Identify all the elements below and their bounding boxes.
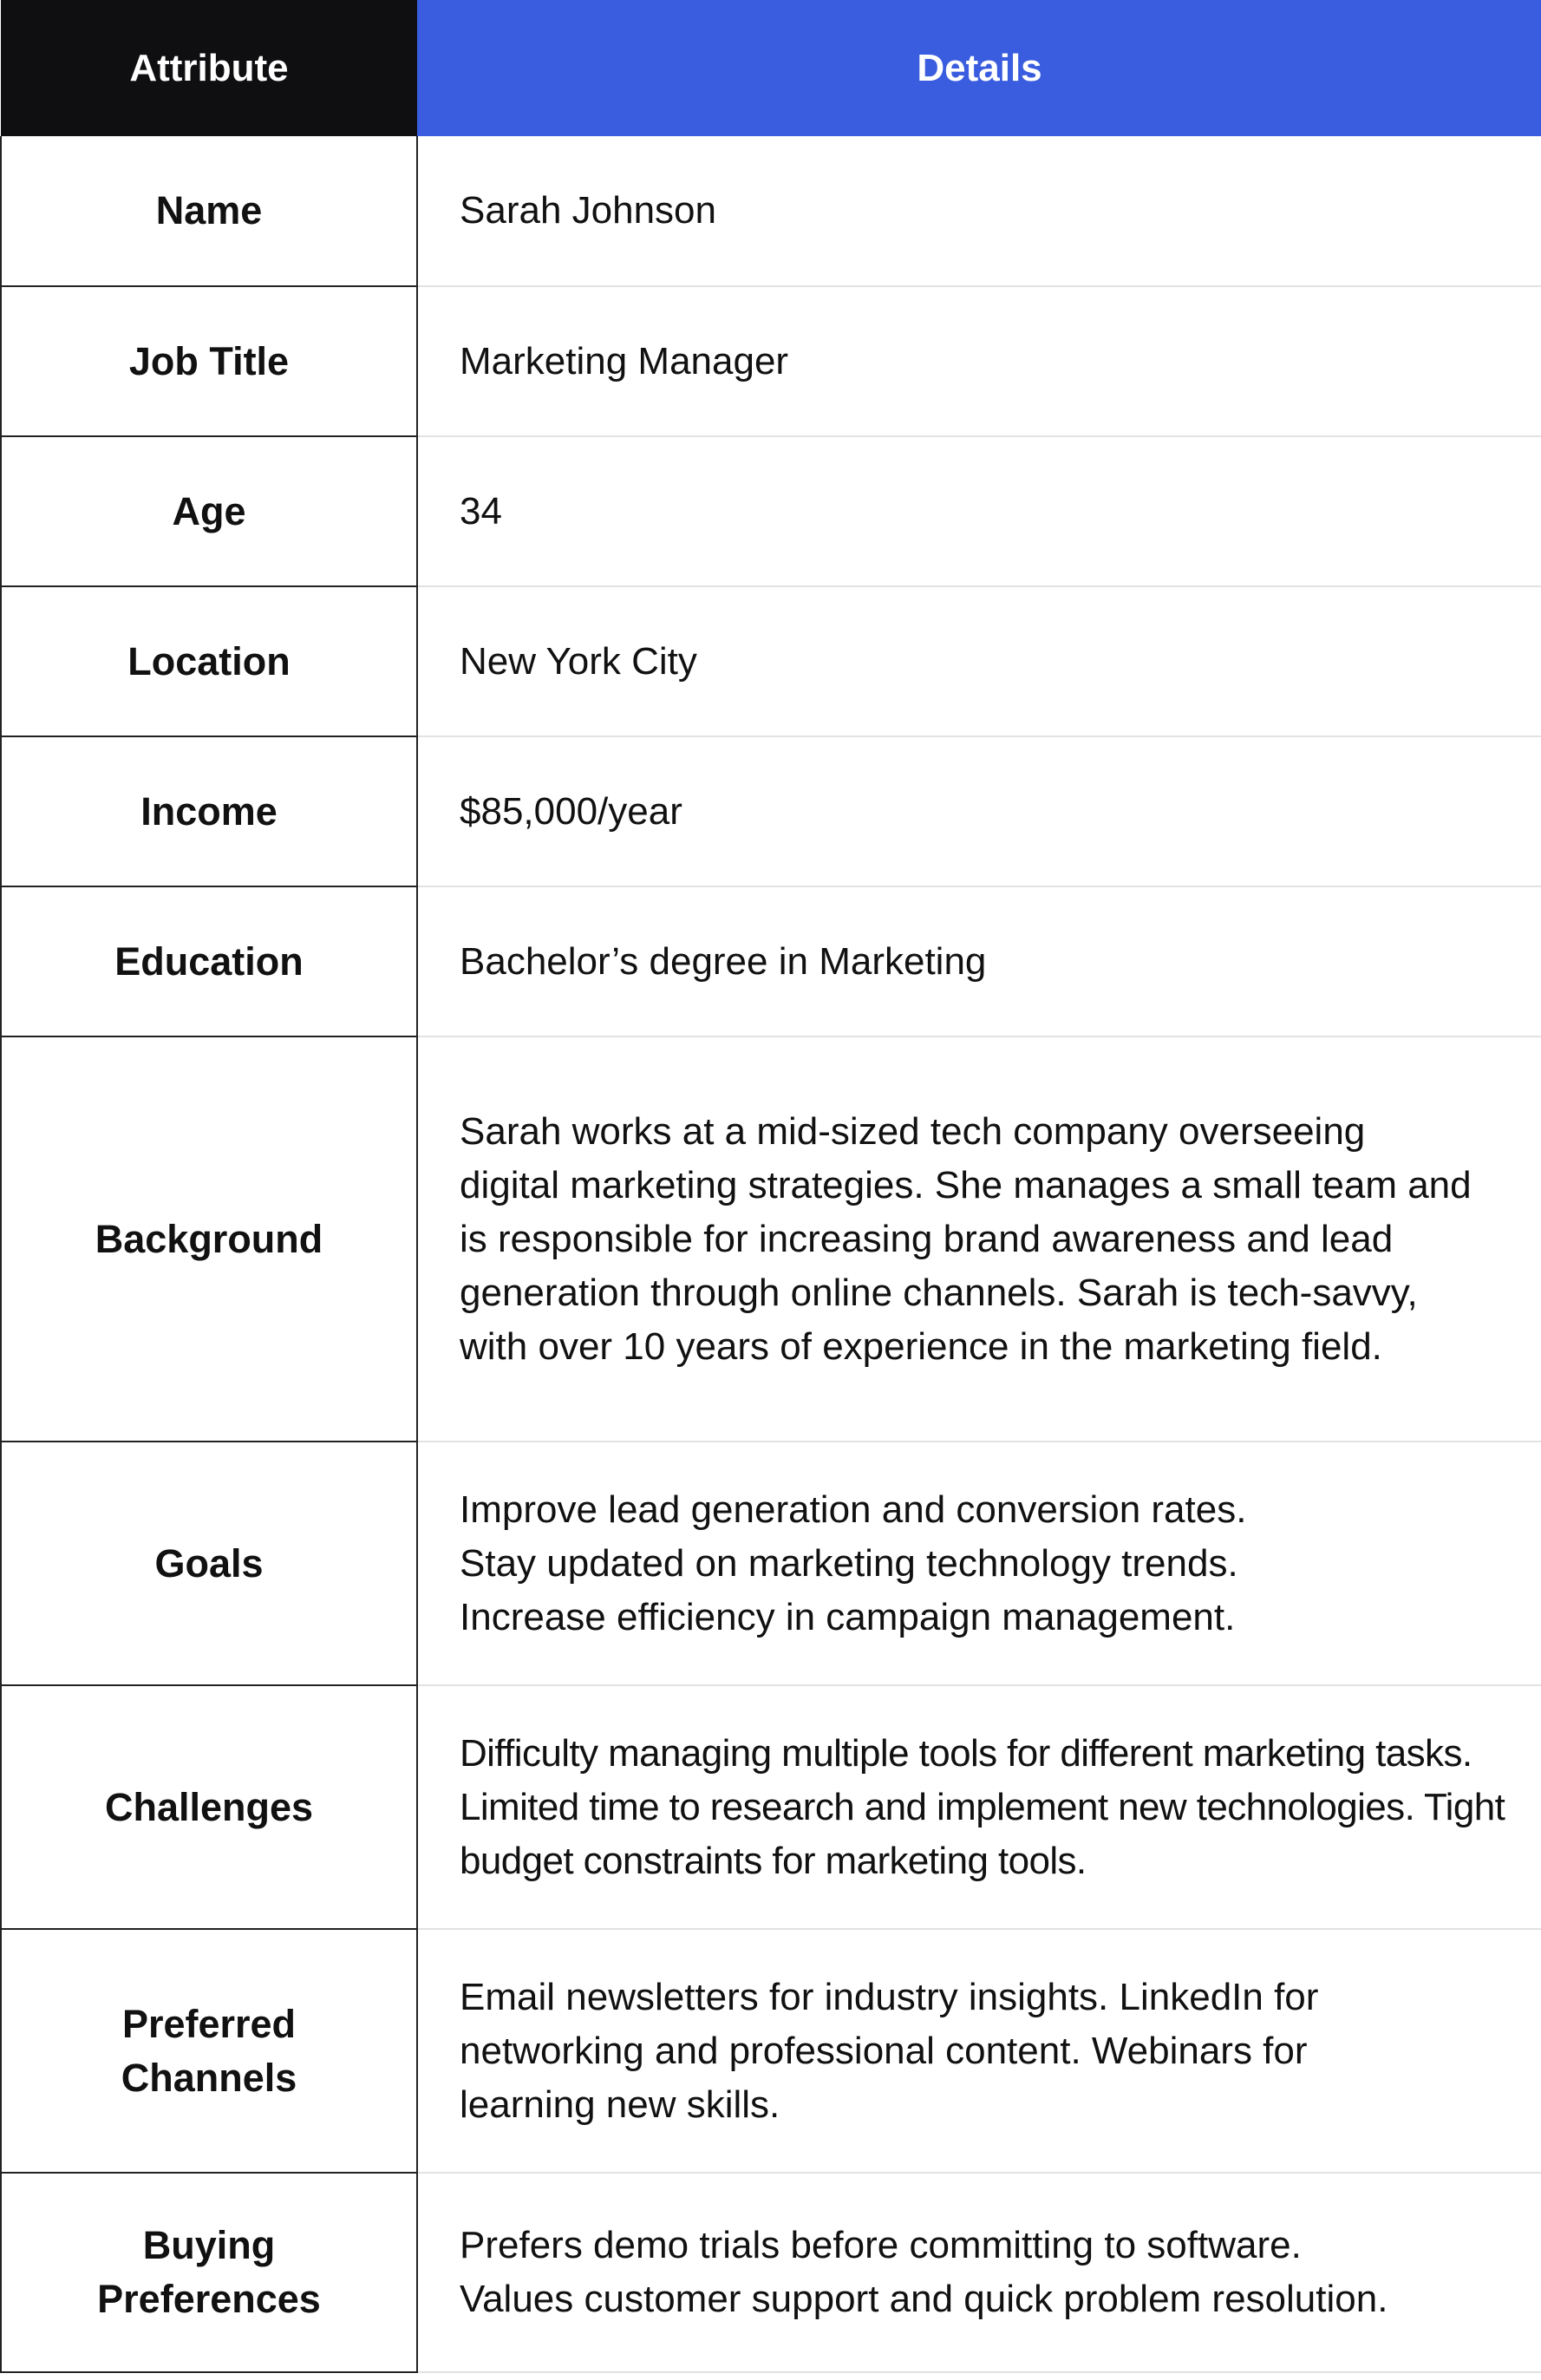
buying-preferences-label: Buying Preferences [97,2223,321,2321]
goals-text: Improve lead generation and conversion rates. Stay updated on marketing technology trends. Increase efficiency in campaign management. [460,1488,1247,1638]
table-row [1,886,1541,1036]
row-attribute-income: Income [1,736,417,886]
preferred-channels-label: Preferred Channels [121,2001,297,2100]
row-attribute-buying-preferences [1,2173,417,2372]
row-details-preferred-channels [417,1929,1541,2173]
row-details-job-title: Marketing Manager [417,286,1541,436]
row-attribute-location: Location [1,586,417,736]
row-details-buying-preferences [417,2173,1541,2372]
row-details-goals [417,1442,1541,1685]
row-attribute-job-title: Job Title [1,286,417,436]
row-attribute-education: Education [1,886,417,1036]
row-attribute-goals: Goals [1,1442,417,1685]
table-row [1,1442,1541,1685]
table-row [1,1685,1541,1929]
row-details-challenges [417,1685,1541,1929]
row-attribute-name: Name [1,136,417,286]
table-row [1,136,1541,286]
table-row [1,586,1541,736]
table-row [1,736,1541,886]
row-details-age: 34 [417,436,1541,586]
attribute-column-header: Attribute [1,0,417,136]
details-column-header: Details [417,0,1541,136]
table-row [1,286,1541,436]
table-row [1,1929,1541,2173]
background-text: Sarah works at a mid-sized tech company overseeing digital marketing strategies. She manages a small team and is responsible for increasing brand awareness and lead generation through online channels. Sarah is tech-savvy, with over 10 years of experience in the marketing field. [460,1109,1472,1368]
row-details-background [417,1036,1541,1442]
row-details-education: Bachelor’s degree in Marketing [417,886,1541,1036]
row-details-name: Sarah Johnson [417,136,1541,286]
row-details-location: New York City [417,586,1541,736]
row-attribute-challenges: Challenges [1,1685,417,1929]
table-row [1,436,1541,586]
row-attribute-preferred-channels [1,1929,417,2173]
buying-preferences-text: Prefers demo trials before committing to software. Values customer support and quick problem resolution. [460,2224,1388,2320]
challenges-text: Difficulty managing multiple tools for different marketing tasks. Limited time to research and implement new technologies. Tight budget constraints for marketing tools. [460,1731,1505,1882]
header-row [1,0,1541,136]
table-row [1,1036,1541,1442]
table-row [1,2173,1541,2372]
row-attribute-age: Age [1,436,417,586]
row-details-income: $85,000/year [417,736,1541,886]
preferred-channels-text: Email newsletters for industry insights. LinkedIn for networking and professional content. Webinars for learning new skills. [460,1975,1319,2126]
row-attribute-background: Background [1,1036,417,1442]
